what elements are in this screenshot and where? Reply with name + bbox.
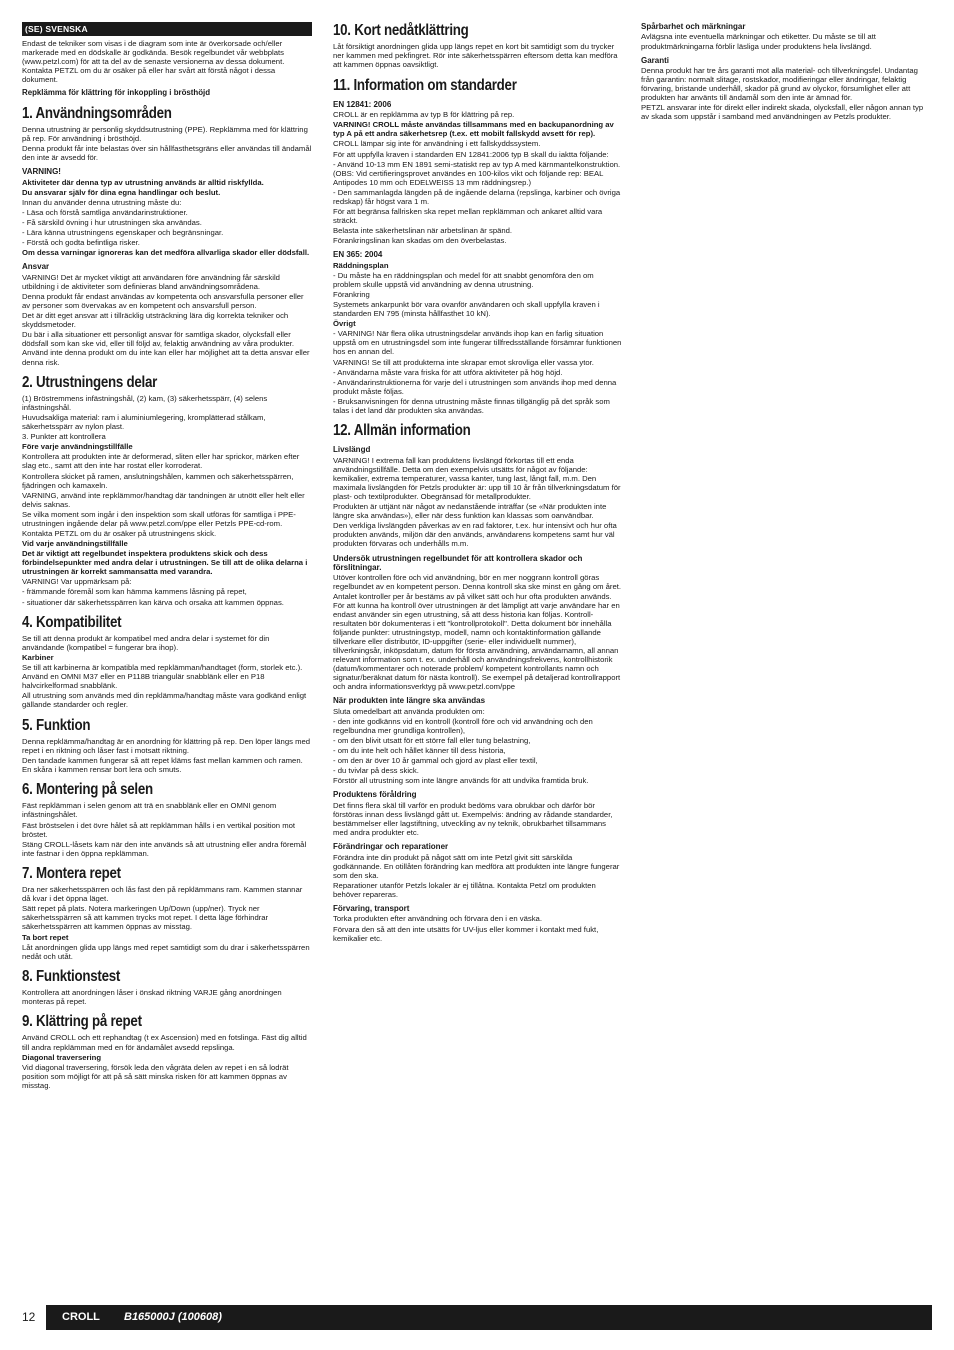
paragraph: - den inte godkänns vid en kontroll (kontroll före och vid användning och den regelbundna mer grundliga kontrollen),: [333, 716, 593, 735]
product-name: CROLL: [62, 1311, 100, 1323]
paragraph: För att uppfylla kraven i standarden EN 12841:2006 typ B skall du iaktta följande:: [333, 149, 609, 159]
column-left-content: [22, 39, 312, 1090]
section-heading: 10. Kort nedåtklättring: [333, 22, 469, 39]
paragraph: Det är ditt eget ansvar att i tillräcklig utsträckning lära dig korrekta tekniker och skyddsmetoder.: [22, 311, 289, 330]
paragraph: - Få särskild övning i hur utrustningen ska användas.: [22, 218, 202, 228]
paragraph: - Användarna måste vara friska för att utföra aktiviteter på hög höjd.: [333, 367, 563, 377]
paragraph: - om den är över 10 år gammal och gjord av plast eller textil,: [333, 756, 538, 766]
paragraph: - Du måste ha en räddningsplan och medel för att snabbt genomföra den om problem skulle uppstå vid användning av denna utrustning.: [333, 270, 594, 289]
subheading: Ansvar: [22, 262, 50, 272]
column-right: [641, 22, 931, 123]
paragraph: Se till att karbinerna är kompatibla med repklämman/handtaget (form, storlek etc.). Använd en OMNI M37 eller en P118B triangulär snabblänk eller en P18 halvcirkelformad snabblänk.: [22, 663, 303, 691]
paragraph: Belasta inte säkerhetslinan när arbetslinan är spänd.: [333, 226, 513, 236]
paragraph: Avlägsna inte eventuella märkningar och etiketter. Du måste se till att produktmärkningarna förblir läsliga under produktens hela livslängd.: [641, 32, 876, 51]
bold-paragraph: Om dessa varningar ignoreras kan det medföra allvarliga skador eller dödsfall.: [22, 248, 310, 258]
paragraph: - Läsa och förstå samtliga användarinstruktioner.: [22, 208, 188, 217]
paragraph: - om den blivit utsatt för ett större fall eller tung belastning,: [333, 736, 531, 746]
paragraph: Huvudsakliga material: ram i aluminiumlegering, kromplätterad stålkam, säkerhetsspärr av nylon plast.: [22, 413, 266, 432]
section-heading: 8. Funktionstest: [22, 967, 121, 985]
paragraph: - främmande föremål som kan hämma kammens låsning på repet,: [22, 587, 247, 597]
paragraph: Denna produkt får endast användas av kompetenta och ansvarsfulla personer eller av personer som övervakas av en kompetent och ansvarsfull person.: [22, 291, 304, 311]
paragraph: (1) Bröstremmens infästningshål, (2) kam, (3) säkerhetsspärr, (4) selens infästningshål.: [22, 393, 268, 412]
product-description: Repklämma för klättring för inkoppling i brösthöjd: [22, 88, 211, 98]
paragraph: Torka produkten efter användning och förvara den i en väska.: [333, 914, 542, 924]
paragraph: Fäst bröstselen i det övre hålet så att repklämman hålls i en vertikal position mot bröstet.: [22, 820, 296, 839]
column-middle: [333, 22, 623, 944]
paragraph: Förankring: [333, 290, 370, 299]
paragraph: Denna utrustning är personlig skyddsutrustning (PPE). Repklämma med för klättring på rep. För användning i brösthöjd.: [22, 125, 308, 144]
section-heading: 4. Kompatibilitet: [22, 613, 122, 631]
paragraph: VARNING! I extrema fall kan produktens livslängd förkortas till ett enda användningstillfälle. Detta om den exempelvis utsätts för något av följande: kemikalier, extrema temperaturer, vassa kanter, tung last, långt fall, m.m. Den maximala livslängden för Petzls produkter är: upp till 10 år från tillverkningsdatum för plast- och textilprodukter. Obegränsad för metallprodukter.: [333, 455, 621, 502]
paragraph: Det finns flera skäl till varför en produkt bedöms vara obrukbar och därför bör förstöras innan dess livslängd gått ut. Exempelvis: ändring av rådande standarder, bestämmelser eller lagstiftning, utveckling av ny teknik, obrukbarhet tillsammans med andra produkter etc.: [333, 800, 613, 838]
paragraph: VARNING! Se till att produkterna inte skrapar emot skrovliga eller vassa ytor.: [333, 357, 594, 367]
paragraph: Förvara den så att den inte utsätts för UV-ljus eller kommer i kontakt med fukt, kemikalier etc.: [333, 924, 599, 943]
paragraph: - Lära känna utrustningens egenskaper och begränsningar.: [22, 228, 224, 238]
paragraph: Kontrollera att anordningen låser i önskad riktning VARJE gång anordningen monteras på repet.: [22, 988, 282, 1007]
paragraph: CROLL är en repklämma av typ B för klättring på rep.: [333, 110, 515, 120]
paragraph: - du tvivlar på dess skick.: [333, 766, 419, 776]
bold-paragraph: Vid varje användningstillfälle: [22, 539, 128, 549]
paragraph: Se till att denna produkt är kompatibel med andra delar i systemet för din användande (kompatibel = fungerar bra ihop).: [22, 633, 270, 652]
bold-paragraph: Övrigt: [333, 319, 356, 329]
paragraph: - Använd 10-13 mm EN 1891 semi-statiskt rep av typ A med kärnmantelkonstruktion. (OBS: Vid certifieringsprovet användes en 100-kilos vikt och följande rep: BEAL Antipodes 10 mm och EDELWEISS 13 mm räddningsrep.): [333, 159, 621, 187]
paragraph: Dra ner säkerhetsspärren och lås fast den på repklämmans ram. Kammen stannar då kvar i det öppna läget.: [22, 885, 303, 904]
subheading: Undersök utrustningen regelbundet för att kontrollera skador och förslitningar.: [333, 553, 583, 572]
paragraph: Vid diagonal traversering, försök leda den vågräta delen av repet i en så lodrät position som möjligt för att på så sätt minska risken för att kammen öppnas av misstag.: [22, 1062, 289, 1090]
paragraph: Reparationer utanför Petzls lokaler är ej tillåtna. Kontakta Petzl om produkten behöver repareras.: [333, 880, 596, 899]
document-reference: B165000J (100608): [124, 1311, 222, 1323]
paragraph: För att begränsa fallrisken ska repet mellan repklämman och ankaret alltid vara sträckt.: [333, 207, 603, 226]
bold-paragraph: Diagonal traversering: [22, 1052, 102, 1062]
paragraph: - situationer där säkerhetsspärren kan kärva och orsaka att kammen öppnas.: [22, 597, 284, 607]
column-middle-content: [333, 22, 623, 943]
section-heading: 12. Allmän information: [333, 422, 471, 440]
paragraph: Se vilka moment som ingår i den inspektion som skall utföras för samtliga i PPE-utrustningen ingående delar på www.petzl.com/ppe eller Petzls PPE-cd-rom.: [22, 509, 296, 528]
paragraph: Fäst repklämman i selen genom att trä en snabblänk eller en OMNI genom infästningshålet.: [22, 801, 277, 820]
paragraph: Stäng CROLL-låsets kam när den inte används så att utrustning eller andra föremål inte fastnar i den öppna repklämman.: [22, 839, 307, 858]
paragraph: 3. Punkter att kontrollera: [22, 432, 106, 442]
bold-paragraph: Karbiner: [22, 653, 54, 663]
section-heading: 5. Funktion: [22, 716, 91, 734]
bold-paragraph: Räddningsplan: [333, 260, 389, 270]
paragraph: Innan du använder denna utrustning måste du:: [22, 197, 182, 207]
subheading: Garanti: [641, 55, 670, 65]
subheading: Förändringar och reparationer: [333, 842, 449, 852]
paragraph: - Förstå och godta befintliga risker.: [22, 238, 140, 248]
subheading: När produkten inte längre ska användas: [333, 696, 486, 706]
paragraph: - VARNING! När flera olika utrustningsdelar används ihop kan en farlig situation uppstå om en utrustningsdel som inte fungerar tillfredsställande försämrar funktionen hos en annan del.: [333, 329, 622, 357]
paragraph: All utrustning som används med din repklämma/handtag måste vara godkänd enligt gällande standarder och regler.: [22, 691, 307, 710]
section-heading: 2. Utrustningens delar: [22, 373, 158, 391]
paragraph: Låt försiktigt anordningen glida upp längs repet en kort bit samtidigt som du trycker ner kammen med pekfingret. Rör inte säkerhetsspärren eftersom detta kan medföra att kammen öppnas oavsiktligt.: [333, 42, 618, 70]
subheading: EN 12841: 2006: [333, 99, 392, 109]
subheading: Livslängd: [333, 445, 371, 455]
paragraph: - om du inte helt och hållet känner till dess historia,: [333, 746, 506, 756]
paragraph: Endast de tekniker som visas i de diagram som inte är överkorsade och/eller markerade med en dödskalle är godkända. Besök regelbundet vår webbplats (www.petzl.com) för att ta del av de senaste versionerna av dessa dokument. Kontakta PETZL om du är osäker på eller har svårt att förstå något i dessa dokument.: [22, 39, 285, 85]
paragraph: Produkten är uttjänt när något av nedanstående inträffar (se «När produkten inte längre ska användas»), eller när dess funktion kan klassas som oanvändbar.: [333, 502, 607, 521]
subheading: Förvaring, transport: [333, 904, 410, 914]
bold-paragraph: Det är viktigt att regelbundet inspektera produktens skick och dess förbindelsepunkter med andra delar i utrustningen. Se till att de olika delarna i utrustningen är korrekt sammansatta med varandra.: [22, 549, 308, 577]
paragraph: Den verkliga livslängden påverkas av en rad faktorer, t.ex. hur intensivt och hur ofta produkten används, miljön där den används, användarens kompetens samt hur väl produkten förvaras och underhålls m.m.: [333, 521, 617, 549]
bold-paragraph: Ta bort repet: [22, 932, 69, 942]
paragraph: VARNING, använd inte repklämmor/handtag där tandningen är utnött eller helt eller delvis saknas.: [22, 490, 305, 509]
section-heading: 9. Klättring på repet: [22, 1013, 142, 1031]
page-footer: [22, 1305, 932, 1330]
paragraph: PETZL ansvarar inte för direkt eller indirekt skada, olycksfall, eller någon annan typ av skada som uppstår i samband med användningen av Petzls produkter.: [641, 103, 924, 122]
paragraph: - Den sammanlagda längden på de ingående delarna (repslinga, karbiner och övriga redskap) får högst vara 1 m.: [333, 187, 621, 206]
column-right-content: [641, 22, 931, 122]
paragraph: Sätt repet på plats. Notera markeringen Up/Down (upp/ner). Tryck ner säkerhetsspärren så att kammen trycks mot repet. I detta läge förhindrar säkerhetsspärren att kammen öppnas av misstag.: [22, 904, 269, 932]
subheading: Spårbarhet och märkningar: [641, 22, 746, 31]
paragraph: Denna produkt har tre års garanti mot alla material- och tillverkningsfel. Undantag från garantin: normalt slitage, rostskador, modifieringar eller ändringar, felaktig förvaring, bristande underhåll, skador på grund av olyckor, försumlighet eller att produkten har använts till ändamål som den inte är ämnad för.: [641, 66, 918, 103]
paragraph: Den tandade kammen fungerar så att repet kläms fast mellan kammen och ramen. En skåra i kammen rensar bort lera och smuts.: [22, 755, 303, 775]
section-heading: 6. Montering på selen: [22, 781, 153, 799]
paragraph: Du bär i alla situationer ett personligt ansvar för samtliga skador, olycksfall eller dödsfall som kan ske vid, eller till följd av, felaktig användning av våra produkter. Använd inte denna produkt om du inte kan eller har möjlighet att ta detta ansvar eller denna risk.: [22, 330, 310, 367]
section-heading: 11. Information om standarder: [333, 76, 517, 94]
paragraph: VARNING! Det är mycket viktigt att användaren före användning får särskild utbildning i de aktiviteter som definieras bland användningsområdena.: [22, 272, 280, 291]
paragraph: Denna produkt får inte belastas över sin hållfasthetsgräns eller användas till ändamål den inte är avsedd för.: [22, 144, 312, 163]
paragraph: VARNING! Var uppmärksam på:: [22, 577, 132, 587]
paragraph: Förankringslinan kan skadas om den överbelastas.: [333, 236, 507, 246]
paragraph: CROLL lämpar sig inte för användning i ett fallskyddssystem.: [333, 139, 541, 149]
bold-paragraph: Du ansvarar själv för dina egna handlingar och beslut.: [22, 187, 221, 197]
column-left: [22, 22, 312, 1091]
paragraph: Förstör all utrustning som inte längre används för att undvika framtida bruk.: [333, 776, 589, 786]
footer-bar: [46, 1305, 932, 1330]
paragraph: - Användarinstruktionerna för varje del i utrustningen som används ihop med denna produkt måste följas.: [333, 377, 617, 396]
section-heading: 7. Montera repet: [22, 864, 121, 882]
paragraph: Kontrollera skicket på ramen, anslutningshålen, kammen och säkerhetsspärren, fjädringen och kamaxeln.: [22, 471, 294, 490]
bold-paragraph: Före varje användningstillfälle: [22, 442, 133, 452]
paragraph: Denna repklämma/handtag är en anordning för klättring på rep. Den löper längs med repet i en riktning och låser fast i motsatt riktning.: [22, 736, 311, 755]
subheading: EN 365: 2004: [333, 250, 383, 260]
paragraph: Systemets ankarpunkt bör vara ovanför användaren och skall uppfylla kraven i standarden EN 795 (minsta hållfasthet 10 kN).: [333, 300, 600, 319]
paragraph: Använd CROLL och ett rephandtag (t ex Ascension) med en fotslinga. Fäst dig alltid till andra repklämman med en för ändamålet avsedd repslinga.: [22, 1033, 307, 1052]
language-label: (SE) SVENSKA: [22, 22, 312, 36]
section-heading: 1. Användningsområden: [22, 104, 172, 122]
page-number: 12: [22, 1310, 36, 1324]
subheading: Produktens föråldring: [333, 790, 417, 800]
paragraph: Kontrollera att produkten inte är deformerad, sliten eller har sprickor, märken efter slag etc., samt att den inte har rostat eller korroderat.: [22, 452, 300, 471]
paragraph: Låt anordningen glida upp längs med repet samtidigt som du drar i säkerhetsspärren nedåt och utåt.: [22, 942, 310, 961]
bold-paragraph: Aktiviteter där denna typ av utrustning används är alltid riskfyllda.: [22, 177, 264, 187]
paragraph: Utöver kontrollen före och vid användning, bör en mer noggrann kontroll göras regelbundet av en kompetent person. Denna kontroll ska ske minst en gång om året. Antalet kontroller per år bestäms av på vilket sätt och hur ofta produkten används. För att kunna ha kontroll över utrustningen är det lämpligt att varje användare har en endast använder sin egen utrustning, så att dess historia kan följas. Kontroll-resultaten bör dokumenteras i ett "kontrollprotokoll". Detta dokument bör innehålla följande punkter: utrustningstyp, modell, namn och kontaktinformation gällande tillverkare eller distributör, ID-uppgifter (serie- eller individuellt nummer), tillverkningsår, inköpsdatum, datum för första användning, användarnamn, all annan relevant information som t. ex. underhåll och användningsfrekvens, kontrollhistorik (datum/kommentarer och noterade problem/ kompetent kontrollants namn och signatur/beräknat datum för nästa kontroll). Se exempel på detaljerad kontrollrapport och andra informationsverktyg på www.petzl.com/ppe: [333, 573, 622, 692]
bold-paragraph: VARNING! CROLL måste användas tillsammans med en backupanordning av typ A på ett andra säkerhetsrep (t.ex. ett mobilt fallskydd avsett för rep).: [333, 120, 614, 139]
subheading: VARNING!: [22, 167, 61, 177]
paragraph: - Bruksanvisningen för denna utrustning måste finnas tillgänglig på det språk som talas i det land där produkten ska användas.: [333, 396, 610, 415]
paragraph: Förändra inte din produkt på något sätt om inte Petzl givit sitt särskilda godkännande. En otillåten förändring kan medföra att produkten inte längre fungerar som den ska.: [333, 852, 620, 880]
paragraph: Sluta omedelbart att använda produkten om:: [333, 706, 485, 716]
paragraph: Kontakta PETZL om du är osäker på utrustningens skick.: [22, 528, 217, 538]
